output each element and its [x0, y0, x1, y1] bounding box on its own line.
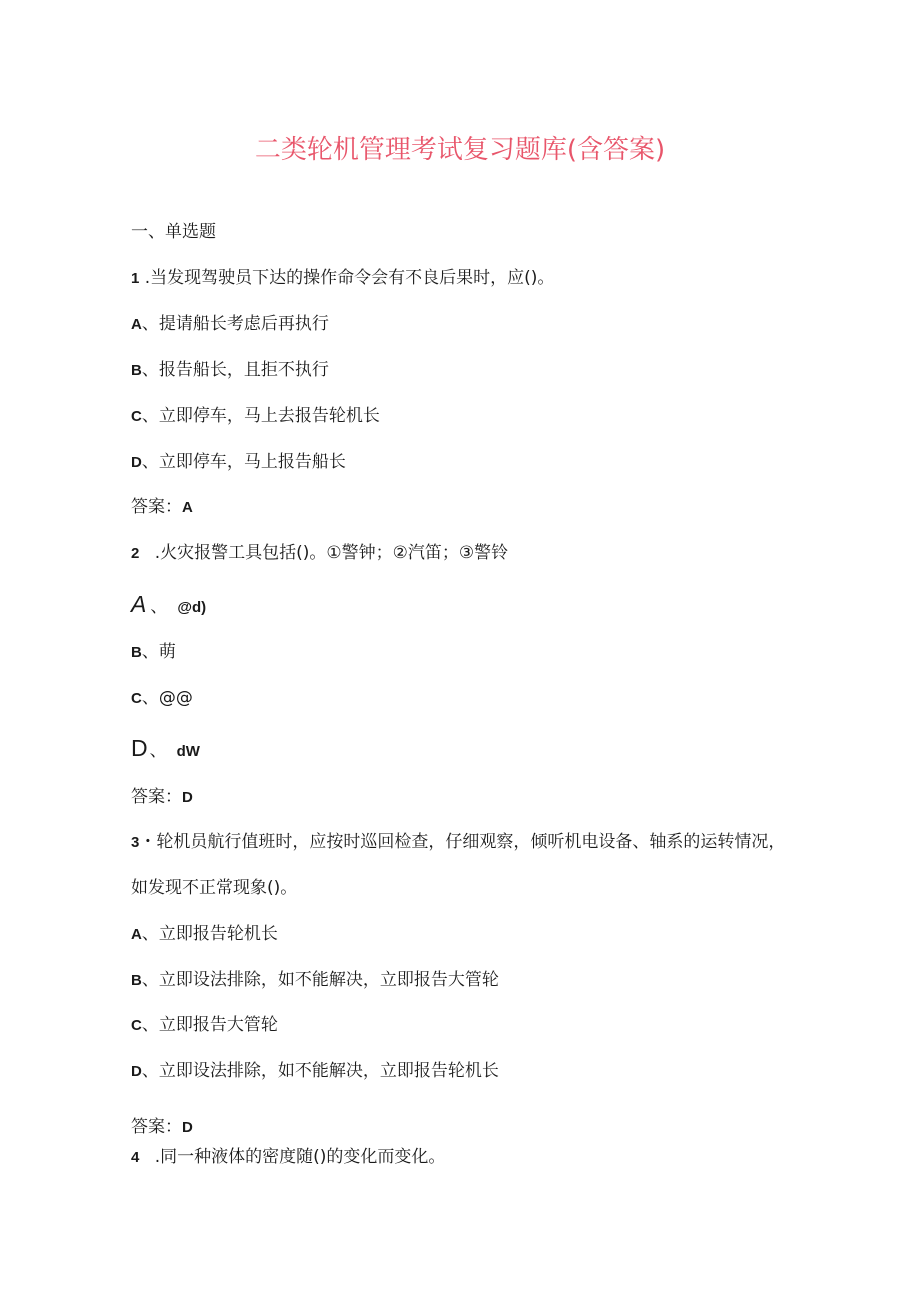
option-letter: B [131, 362, 142, 379]
question-1 [131, 266, 554, 291]
option-letter: D [131, 735, 148, 761]
option-c [131, 686, 193, 711]
option-letter: D [131, 1063, 142, 1080]
option-d [131, 450, 346, 475]
option-letter: B [131, 644, 142, 661]
option-text: 、立即报告大管轮 [141, 1015, 278, 1035]
question-3 [131, 830, 785, 855]
option-text: 、报告船长，且拒不执行 [141, 360, 329, 380]
question-number: 3 [131, 834, 140, 851]
option-text: 、立即停车，马上报告船长 [141, 452, 346, 472]
option-separator: 、 [149, 741, 167, 761]
option-text: 、立即报告轮机长 [141, 924, 278, 944]
option-text: 、@@ [141, 688, 193, 708]
question-2 [131, 541, 508, 566]
option-a [131, 312, 329, 337]
option-text: 、萌 [141, 642, 176, 662]
answer [131, 1115, 193, 1140]
option-text: 、立即设法排除，如不能解决，立即报告轮机长 [141, 1061, 499, 1081]
answer [131, 785, 193, 810]
option-letter: A [131, 926, 142, 943]
question-stem: .同一种液体的密度随()的变化而变化。 [154, 1147, 446, 1167]
option-b [131, 640, 176, 665]
answer-label: 答案： [131, 497, 182, 517]
answer-value: D [182, 789, 193, 806]
option-text: dW [176, 743, 200, 760]
option-letter: D [131, 454, 142, 471]
option-d [131, 736, 200, 764]
option-text: 、立即停车，马上去报告轮机长 [141, 406, 380, 426]
option-text: 、立即设法排除，如不能解决，立即报告大管轮 [141, 970, 499, 990]
option-a [131, 592, 206, 620]
question-number: 2 [131, 545, 140, 562]
question-stem: .火灾报警工具包括()。①警钟；②汽笛；③警铃 [154, 543, 509, 563]
option-letter: B [131, 972, 142, 989]
option-d [131, 1059, 499, 1084]
question-number: 4 [131, 1149, 140, 1166]
option-letter: C [131, 1017, 142, 1034]
answer-value: D [182, 1119, 193, 1136]
option-text: @d) [177, 599, 207, 616]
option-b [131, 968, 499, 993]
question-4 [131, 1145, 445, 1170]
option-letter: C [131, 408, 142, 425]
answer [131, 495, 193, 520]
answer-value: A [182, 499, 193, 516]
option-letter: A [131, 316, 142, 333]
option-c [131, 404, 380, 429]
option-a [131, 922, 278, 947]
answer-label: 答案： [131, 1117, 182, 1137]
question-stem: .当发现驾驶员下达的操作命令会有不良后果时，应()。 [144, 268, 555, 288]
answer-label: 答案： [131, 787, 182, 807]
option-separator: 、 [150, 597, 168, 617]
question-3-continued: 如发现不正常现象()。 [131, 878, 298, 898]
question-number: 1 [131, 270, 140, 287]
option-text: 、提请船长考虑后再执行 [141, 314, 329, 334]
question-stem: ・轮机员航行值班时，应按时巡回检查，仔细观察，倾听机电设备、轴系的运转情况， [139, 832, 786, 852]
option-b [131, 358, 329, 383]
page-title: 二类轮机管理考试复习题库(含答案) [254, 135, 666, 165]
option-letter: C [131, 690, 142, 707]
option-c [131, 1013, 278, 1038]
option-letter: A [131, 591, 147, 617]
section-heading: 一、单选题 [131, 222, 216, 242]
